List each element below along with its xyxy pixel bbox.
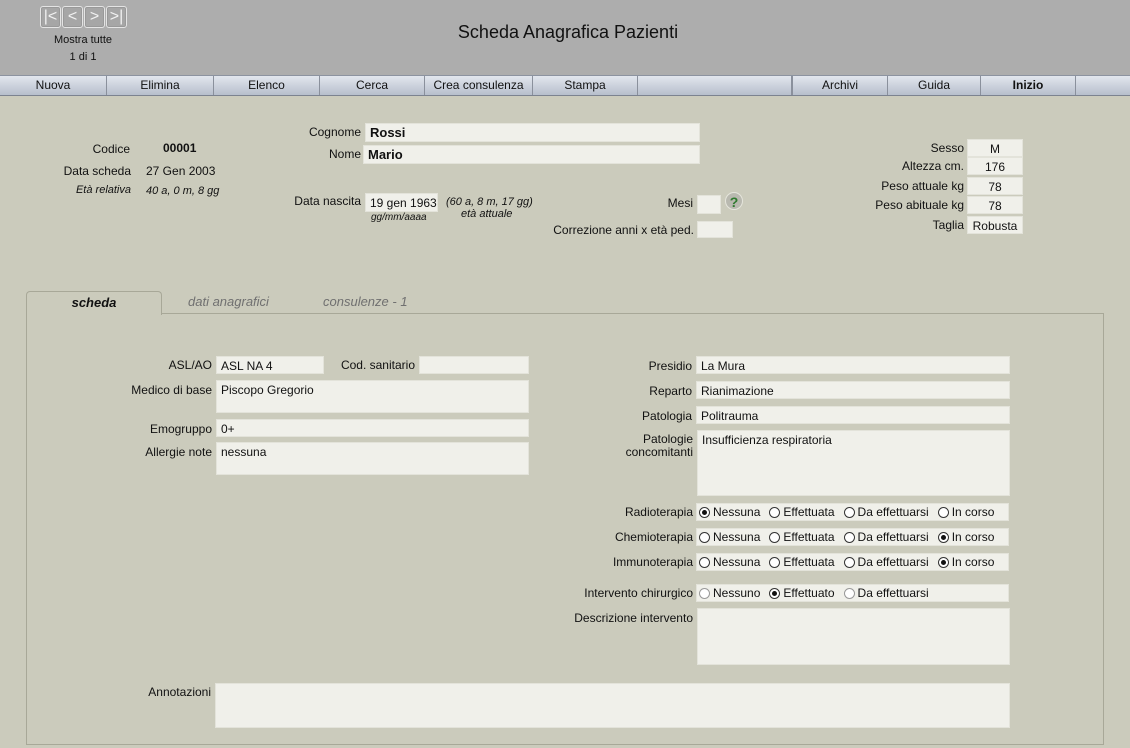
allergie-field[interactable]: nessuna [216, 442, 529, 475]
patologie-concomitanti-label-line2: concomitanti [625, 445, 693, 459]
menu-archivi[interactable]: Archivi [792, 76, 888, 95]
help-icon[interactable]: ? [725, 192, 743, 210]
asl-label: ASL/AO [168, 358, 212, 372]
menu-bar [0, 75, 1130, 96]
allergie-label: Allergie note [145, 445, 212, 459]
descrizione-intervento-label: Descrizione intervento [574, 611, 693, 625]
menu-stampa[interactable]: Stampa [533, 76, 638, 95]
chemioterapia-radio-group [696, 528, 1009, 546]
correzione-label: Correzione anni x età ped. [553, 223, 694, 237]
option-label: Nessuno [713, 586, 761, 600]
nome-field[interactable]: Mario [363, 145, 700, 164]
radio-icon [769, 532, 780, 543]
chemioterapia-option-in-corso[interactable] [938, 530, 995, 544]
radio-icon [938, 507, 949, 518]
asl-field[interactable]: ASL NA 4 [216, 356, 324, 374]
menu-cerca[interactable]: Cerca [320, 76, 425, 95]
taglia-field[interactable]: Robusta [967, 216, 1023, 234]
chemioterapia-label: Chemioterapia [614, 530, 693, 544]
show-all-link[interactable]: Mostra tutte [53, 34, 113, 46]
option-label: Effettuato [783, 586, 835, 600]
immunoterapia-option-nessuna[interactable] [699, 555, 760, 569]
radio-icon [844, 532, 855, 543]
altezza-label: Altezza cm. [901, 159, 964, 173]
presidio-label: Presidio [648, 359, 692, 373]
medico-field[interactable]: Piscopo Gregorio [216, 380, 529, 413]
intervento-radio-group [696, 584, 1009, 602]
option-label: Effettuata [783, 555, 835, 569]
option-label: Da effettuarsi [857, 505, 929, 519]
chemioterapia-option-effettuata[interactable] [769, 530, 834, 544]
eta-relativa-label: Età relativa [75, 184, 131, 196]
menu-elenco[interactable]: Elenco [214, 76, 320, 95]
radioterapia-radio-group [696, 503, 1009, 521]
radio-selected-icon [938, 557, 949, 568]
page-title: Scheda Anagrafica Pazienti [457, 22, 679, 42]
patologie-concomitanti-field[interactable]: Insufficienza respiratoria [697, 430, 1010, 496]
immunoterapia-radio-group [696, 553, 1009, 571]
reparto-label: Reparto [649, 384, 692, 398]
descrizione-intervento-field[interactable] [697, 608, 1010, 665]
last-record-button[interactable]: >| [106, 6, 127, 28]
record-count: 1 di 1 [69, 51, 97, 63]
radio-icon [769, 557, 780, 568]
tab-dati-anagrafici[interactable]: dati anagrafici [188, 294, 269, 309]
altezza-field[interactable]: 176 [967, 157, 1023, 175]
peso-attuale-label: Peso attuale kg [881, 179, 964, 193]
peso-attuale-field[interactable]: 78 [967, 177, 1023, 195]
data-scheda-label: Data scheda [63, 164, 131, 178]
radio-icon [844, 588, 855, 599]
radio-icon [844, 507, 855, 518]
radio-icon [699, 532, 710, 543]
radio-selected-icon [938, 532, 949, 543]
radio-icon [844, 557, 855, 568]
medico-label: Medico di base [131, 383, 212, 397]
reparto-field[interactable]: Rianimazione [696, 381, 1010, 399]
option-label: Nessuna [713, 505, 761, 519]
eta-relativa-value: 40 a, 0 m, 8 gg [146, 185, 220, 197]
data-nascita-label: Data nascita [294, 194, 361, 208]
menu-elimina[interactable]: Elimina [107, 76, 214, 95]
option-label: Nessuna [713, 530, 761, 544]
radio-icon [699, 588, 710, 599]
cod-sanitario-label: Cod. sanitario [340, 358, 415, 372]
chemioterapia-option-da-effettuarsi[interactable] [844, 530, 929, 544]
chemioterapia-option-nessuna[interactable] [699, 530, 760, 544]
peso-abituale-field[interactable]: 78 [967, 196, 1023, 214]
annotazioni-field[interactable] [215, 683, 1010, 728]
menu-guida[interactable]: Guida [888, 76, 981, 95]
peso-abituale-label: Peso abituale kg [875, 198, 964, 212]
annotazioni-label: Annotazioni [148, 685, 211, 699]
cognome-label: Cognome [308, 125, 361, 139]
menu-crea-consulenza[interactable]: Crea consulenza [425, 76, 533, 95]
intervento-option-da-effettuarsi[interactable] [844, 586, 929, 600]
option-label: Da effettuarsi [857, 530, 929, 544]
radioterapia-option-in-corso[interactable] [938, 505, 995, 519]
radioterapia-label: Radioterapia [624, 505, 693, 519]
data-nascita-field[interactable]: 19 gen 1963 [365, 193, 438, 212]
immunoterapia-label: Immunoterapia [612, 555, 693, 569]
patologia-label: Patologia [641, 409, 692, 423]
mesi-label: Mesi [667, 196, 693, 210]
menu-inizio[interactable]: Inizio [981, 76, 1076, 95]
mesi-field[interactable] [697, 195, 721, 214]
previous-record-button[interactable]: < [62, 6, 83, 28]
tab-consulenze[interactable]: consulenze - 1 [323, 294, 408, 309]
eta-attuale-label: età attuale [461, 208, 513, 220]
emogruppo-field[interactable]: 0+ [216, 419, 529, 437]
next-record-button[interactable]: > [84, 6, 105, 28]
tab-scheda[interactable]: scheda [26, 291, 162, 315]
radioterapia-option-nessuna[interactable] [699, 505, 760, 519]
presidio-field[interactable]: La Mura [696, 356, 1010, 374]
taglia-label: Taglia [932, 218, 964, 232]
radioterapia-option-da-effettuarsi[interactable] [844, 505, 929, 519]
radio-selected-icon [699, 507, 710, 518]
intervento-option-effettuato[interactable] [769, 586, 834, 600]
sesso-field[interactable]: M [967, 139, 1023, 157]
immunoterapia-option-da-effettuarsi[interactable] [844, 555, 929, 569]
radio-selected-icon [769, 588, 780, 599]
codice-label: Codice [92, 142, 130, 156]
eta-attuale-value: (60 a, 8 m, 17 gg) [446, 196, 533, 208]
patologia-field[interactable]: Politrauma [696, 406, 1010, 424]
menu-nuova[interactable]: Nuova [0, 76, 107, 95]
data-scheda-value: 27 Gen 2003 [146, 164, 216, 178]
cod-sanitario-field[interactable] [419, 356, 529, 374]
radio-icon [699, 557, 710, 568]
intervento-label: Intervento chirurgico [584, 586, 693, 600]
option-label: Da effettuarsi [857, 555, 929, 569]
radio-icon [769, 507, 780, 518]
option-label: Effettuata [783, 530, 835, 544]
option-label: Nessuna [713, 555, 761, 569]
option-label: In corso [951, 505, 995, 519]
option-label: In corso [951, 555, 995, 569]
option-label: Da effettuarsi [857, 586, 929, 600]
codice-value: 00001 [163, 141, 197, 155]
menu-spacer [638, 76, 792, 95]
option-label: Effettuata [783, 505, 835, 519]
nome-label: Nome [328, 147, 361, 161]
correzione-field[interactable] [697, 221, 733, 238]
cognome-field[interactable]: Rossi [365, 123, 700, 142]
radioterapia-option-effettuata[interactable] [769, 505, 834, 519]
intervento-option-nessuno[interactable] [699, 586, 760, 600]
first-record-button[interactable]: |< [40, 6, 61, 28]
option-label: In corso [951, 530, 995, 544]
sesso-label: Sesso [930, 141, 964, 155]
emogruppo-label: Emogruppo [149, 422, 212, 436]
immunoterapia-option-in-corso[interactable] [938, 555, 995, 569]
patologie-concomitanti-label-line1: Patologie [642, 432, 693, 446]
immunoterapia-option-effettuata[interactable] [769, 555, 834, 569]
date-format-hint: gg/mm/aaaa [371, 212, 427, 223]
